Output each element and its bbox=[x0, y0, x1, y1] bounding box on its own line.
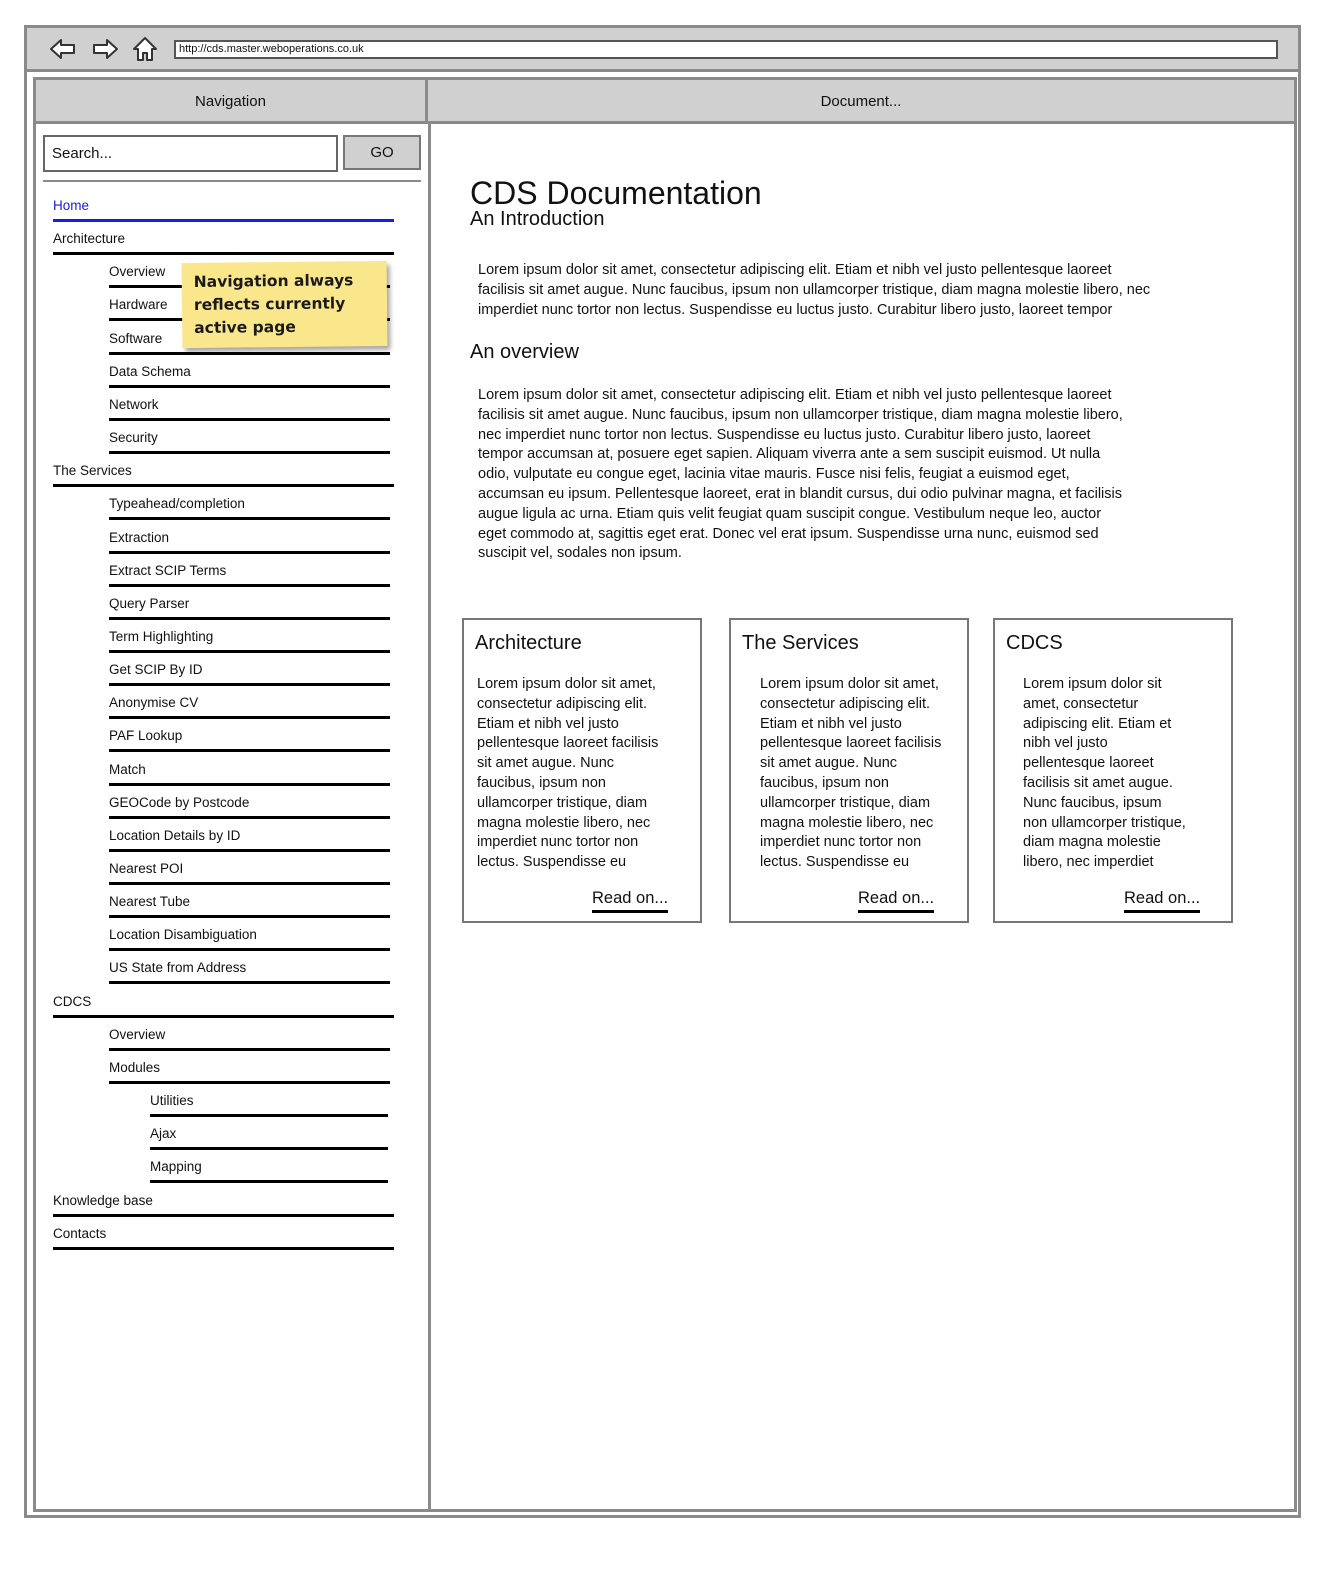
nav-item-network[interactable]: Network bbox=[109, 393, 390, 421]
nav-item-extraction[interactable]: Extraction bbox=[109, 526, 390, 554]
text-line: faucibus, ipsum non bbox=[760, 774, 889, 791]
text-line: lectus. Suspendisse eu bbox=[760, 854, 910, 871]
navigation-header: Navigation bbox=[36, 80, 428, 124]
intro-paragraph bbox=[478, 261, 1150, 320]
card-body bbox=[477, 675, 658, 873]
nav-item-cdcs[interactable]: CDCS bbox=[53, 990, 394, 1018]
nav-item-ajax[interactable]: Ajax bbox=[150, 1122, 388, 1150]
read-on-link[interactable]: Read on... bbox=[858, 888, 934, 913]
text-line: Etiam et nibh vel justo bbox=[760, 715, 902, 732]
nav-item-term-highlighting[interactable]: Term Highlighting bbox=[109, 625, 390, 653]
page-title: CDS Documentation bbox=[470, 175, 762, 211]
nav-item-location-details-by-id[interactable]: Location Details by ID bbox=[109, 824, 390, 852]
forward-arrow-icon[interactable] bbox=[90, 34, 120, 64]
nav-item-contacts[interactable]: Contacts bbox=[53, 1222, 394, 1250]
text-line: suscipit vel, sodales non ipsum. bbox=[478, 545, 682, 562]
text-line: Nunc faucibus, ipsum bbox=[1023, 794, 1162, 811]
card-cdcs bbox=[993, 618, 1233, 923]
text-line: imperdiet nunc tortor non bbox=[760, 834, 922, 851]
address-bar[interactable]: http://cds.master.weboperations.co.uk bbox=[174, 40, 1278, 59]
read-on-link[interactable]: Read on... bbox=[1124, 888, 1200, 913]
nav-item-extract-scip-terms[interactable]: Extract SCIP Terms bbox=[109, 559, 390, 587]
nav-item-typeahead-completion[interactable]: Typeahead/completion bbox=[109, 492, 390, 520]
sticky-note-line: Navigation always bbox=[193, 271, 354, 291]
card-body bbox=[760, 675, 941, 873]
card-title: The Services bbox=[742, 632, 859, 654]
text-line: nibh vel justo bbox=[1023, 735, 1108, 752]
back-arrow-icon[interactable] bbox=[48, 34, 78, 64]
nav-item-data-schema[interactable]: Data Schema bbox=[109, 360, 390, 388]
text-line: pellentesque laoreet facilisis bbox=[760, 735, 942, 752]
browser-window bbox=[24, 25, 1301, 1518]
overview-heading: An overview bbox=[470, 341, 579, 363]
text-line: imperdiet nunc tortor non bbox=[477, 834, 639, 851]
text-line: magna molestie libero, nec bbox=[760, 814, 934, 831]
nav-item-query-parser[interactable]: Query Parser bbox=[109, 592, 390, 620]
nav-item-architecture[interactable]: Architecture bbox=[53, 227, 394, 255]
nav-item-mapping[interactable]: Mapping bbox=[150, 1155, 388, 1183]
nav-item-software[interactable]: Software bbox=[109, 327, 390, 355]
nav-item-get-scip-by-id[interactable]: Get SCIP By ID bbox=[109, 658, 390, 686]
text-line: diam magna molestie bbox=[1023, 834, 1161, 851]
card-architecture bbox=[462, 618, 702, 923]
go-button[interactable]: GO bbox=[343, 135, 421, 170]
text-line: pellentesque laoreet facilisis bbox=[477, 735, 659, 752]
nav-item-modules[interactable]: Modules bbox=[109, 1056, 390, 1084]
text-line: ullamcorper tristique, diam bbox=[760, 794, 931, 811]
text-line: accumsan eu ipsum. Pellentesque laoreet, erat in blandit cursus, dui odio pulvinar magna, et facilisis bbox=[478, 485, 1122, 502]
overview-paragraph bbox=[478, 386, 1123, 564]
nav-item-geocode-by-postcode[interactable]: GEOCode by Postcode bbox=[109, 791, 390, 819]
text-line: tempor accumsan at, posuere eget sapien. Aliquam viverra ante a sem suscipit euismod. Ut nulla bbox=[478, 446, 1101, 463]
read-on-link[interactable]: Read on... bbox=[592, 888, 668, 913]
text-line: adipiscing elit. Etiam et bbox=[1023, 715, 1172, 732]
text-line: augue ligula ac urna. Etiam quis velit feugiat quam suscipit congue. Vestibulum neque leo, auctor bbox=[478, 505, 1102, 522]
nav-item-anonymise-cv[interactable]: Anonymise CV bbox=[109, 691, 390, 719]
text-line: odio, vulputate eu congue eget, lacinia vitae mauris. Fusce nisi felis, feugiat a euismod eget, bbox=[478, 466, 1070, 483]
text-line: sit amet augue. Nunc bbox=[760, 755, 898, 772]
sticky-note-line: reflects currently bbox=[193, 294, 346, 314]
sticky-note-line: active page bbox=[194, 317, 296, 337]
nav-item-nearest-tube[interactable]: Nearest Tube bbox=[109, 890, 390, 918]
text-line: ullamcorper tristique, diam bbox=[477, 794, 648, 811]
search-divider bbox=[43, 180, 421, 182]
card-title: Architecture bbox=[475, 632, 582, 654]
text-line: Lorem ipsum dolor sit amet, bbox=[760, 676, 939, 692]
text-line: amet, consectetur bbox=[1023, 695, 1139, 712]
text-line: faucibus, ipsum non bbox=[477, 774, 606, 791]
nav-item-nearest-poi[interactable]: Nearest POI bbox=[109, 857, 390, 885]
text-line: consectetur adipiscing elit. bbox=[477, 695, 648, 712]
text-line: Etiam et nibh vel justo bbox=[477, 715, 619, 732]
card-body bbox=[1023, 675, 1186, 873]
nav-item-overview[interactable]: Overview bbox=[109, 260, 390, 288]
intro-heading: An Introduction bbox=[470, 208, 605, 230]
nav-item-home[interactable]: Home bbox=[53, 194, 394, 222]
text-line: consectetur adipiscing elit. bbox=[760, 695, 931, 712]
text-line: Lorem ipsum dolor sit amet, consectetur adipiscing elit. Etiam et nibh vel justo pellentesque laoreet bbox=[478, 387, 1112, 403]
nav-item-match[interactable]: Match bbox=[109, 758, 390, 786]
nav-item-security[interactable]: Security bbox=[109, 426, 390, 454]
card-the-services bbox=[729, 618, 969, 923]
pane-divider bbox=[428, 124, 431, 1512]
text-line: pellentesque laoreet bbox=[1023, 755, 1154, 772]
text-line: non ullamcorper tristique, bbox=[1023, 814, 1186, 831]
text-line: eget commodo at, sagittis eget erat. Donec vel erat ipsum. Suspendisse urna nunc, euismod sed bbox=[478, 525, 1099, 542]
text-line: sit amet augue. Nunc bbox=[477, 755, 615, 772]
text-line: magna molestie libero, nec bbox=[477, 814, 651, 831]
text-line: Lorem ipsum dolor sit bbox=[1023, 676, 1162, 692]
nav-item-the-services[interactable]: The Services bbox=[53, 459, 394, 487]
text-line: Lorem ipsum dolor sit amet, bbox=[477, 676, 656, 692]
nav-item-knowledge-base[interactable]: Knowledge base bbox=[53, 1189, 394, 1217]
text-line: lectus. Suspendisse eu bbox=[477, 854, 627, 871]
text-line: imperdiet nunc tortor non lectus. Suspendisse eu luctus justo. Curabitur libero justo, laoreet tempor bbox=[478, 301, 1113, 318]
nav-item-hardware[interactable]: Hardware bbox=[109, 293, 390, 321]
search-input[interactable]: Search... bbox=[43, 135, 338, 172]
nav-item-paf-lookup[interactable]: PAF Lookup bbox=[109, 724, 390, 752]
nav-item-us-state-from-address[interactable]: US State from Address bbox=[109, 956, 390, 984]
text-line: facilisis sit amet augue. bbox=[1023, 774, 1173, 791]
text-line: facilisis sit amet augue. Nunc faucibus, ipsum non ullamcorper tristique, diam magna molestie libero, bbox=[478, 406, 1123, 423]
card-title: CDCS bbox=[1006, 632, 1063, 654]
nav-item-overview[interactable]: Overview bbox=[109, 1023, 390, 1051]
browser-toolbar bbox=[27, 28, 1298, 72]
sticky-note bbox=[182, 261, 388, 348]
page-frame bbox=[33, 77, 1297, 1512]
nav-item-utilities[interactable]: Utilities bbox=[150, 1089, 388, 1117]
text-line: libero, nec imperdiet bbox=[1023, 854, 1154, 871]
text-line: nec imperdiet nunc tortor non lectus. Suspendisse eu luctus justo. Curabitur libero justo, laoreet bbox=[478, 426, 1091, 443]
nav-item-location-disambiguation[interactable]: Location Disambiguation bbox=[109, 923, 390, 951]
text-line: Lorem ipsum dolor sit amet, consectetur adipiscing elit. Etiam et nibh vel justo pellentesque laoreet bbox=[478, 262, 1112, 278]
text-line: facilisis sit amet augue. Nunc faucibus, ipsum non ullamcorper tristique, diam magna molestie libero, nec bbox=[478, 281, 1151, 298]
document-header: Document... bbox=[428, 80, 1294, 124]
home-icon[interactable] bbox=[130, 34, 160, 64]
